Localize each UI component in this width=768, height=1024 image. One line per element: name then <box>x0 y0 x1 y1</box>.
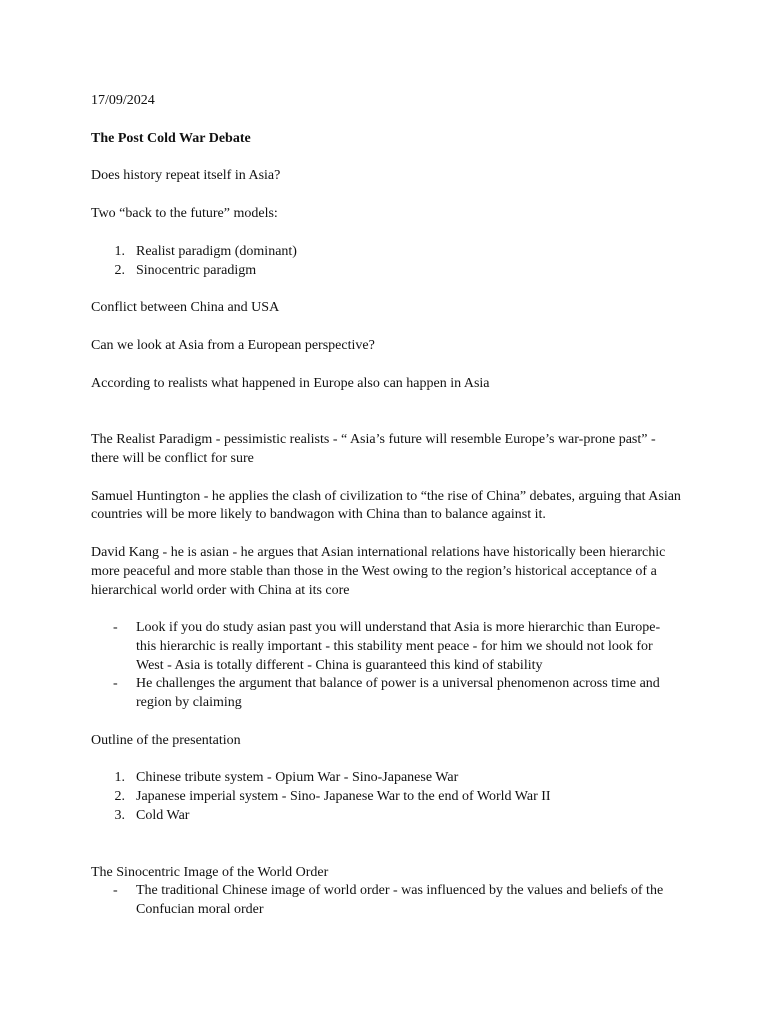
sinocentric-points-list <box>91 882 681 919</box>
list-item-text: Realist paradigm (dominant) <box>136 243 297 259</box>
question-history-repeat: Does history repeat itself in Asia? <box>91 168 281 184</box>
document-page <box>91 92 681 920</box>
list-item-text: Japanese imperial system - Sino- Japanese War to the end of World War II <box>136 789 551 805</box>
kang-paragraph: David Kang - he is asian - he argues that Asian international relations have historically been hierarchic more peaceful and more stable than those in the West owing to the region’s historical acceptance of a hierarchical world order with China at its core <box>91 545 666 598</box>
sinocentric-title: The Sinocentric Image of the World Order <box>91 864 329 880</box>
models-intro: Two “back to the future” models: <box>91 206 278 222</box>
outline-title: Outline of the presentation <box>91 732 241 748</box>
list-item: 2. Sinocentric paradigm <box>114 262 257 278</box>
document-title: The Post Cold War Debate <box>91 130 251 146</box>
conflict-line: Conflict between China and USA <box>91 300 280 316</box>
list-item: 1. Chinese tribute system - Opium War - Sino-Japanese War <box>114 770 459 786</box>
list-item-text: He challenges the argument that balance of power is a universal phenomenon across time and region by claiming <box>136 676 660 711</box>
list-item-text: Sinocentric paradigm <box>136 262 257 278</box>
list-item: 1. Realist paradigm (dominant) <box>114 243 297 259</box>
models-list <box>91 243 681 280</box>
outline-list <box>91 769 681 825</box>
kang-points-list <box>91 619 681 713</box>
realists-line: According to realists what happened in Europe also can happen in Asia <box>91 375 490 391</box>
list-item-text: Look if you do study asian past you will understand that Asia is more hierarchic than Europe- this hierarchic is really important - this stability ment peace - for him we should not look for West - Asia is totally different - China is guaranteed this kind of stability <box>136 620 661 673</box>
list-item-text: The traditional Chinese image of world order - was influenced by the values and beliefs of the Confucian moral order <box>136 883 664 917</box>
list-item: 3. Cold War <box>114 807 190 823</box>
list-item: 2. Japanese imperial system - Sino- Japanese War to the end of World War II <box>114 789 551 805</box>
huntington-paragraph: Samuel Huntington - he applies the clash of civilization to “the rise of China” debates, arguing that Asian countries will be more likely to bandwagon with China than to balance against it. <box>91 488 681 523</box>
list-item-text: Cold War <box>136 807 190 823</box>
list-item: - The traditional Chinese image of world order - was influenced by the values and beliefs of the Confucian moral order <box>113 883 664 917</box>
realist-paradigm-paragraph: The Realist Paradigm - pessimistic realists - “ Asia’s future will resemble Europe’s war-prone past” - there will be conflict for sure <box>91 432 656 467</box>
question-european-perspective: Can we look at Asia from a European perspective? <box>91 337 375 353</box>
list-item: - Look if you do study asian past you will understand that Asia is more hierarchic than Europe- this hierarchic is really important - this stability ment peace - for him we should not look for West - Asia is totally different - China is guaranteed this kind of stability <box>113 620 661 673</box>
document-date: 17/09/2024 <box>91 93 155 108</box>
list-item-text: Chinese tribute system - Opium War - Sino-Japanese War <box>136 770 459 786</box>
list-item: - He challenges the argument that balance of power is a universal phenomenon across time and region by claiming <box>113 676 660 711</box>
